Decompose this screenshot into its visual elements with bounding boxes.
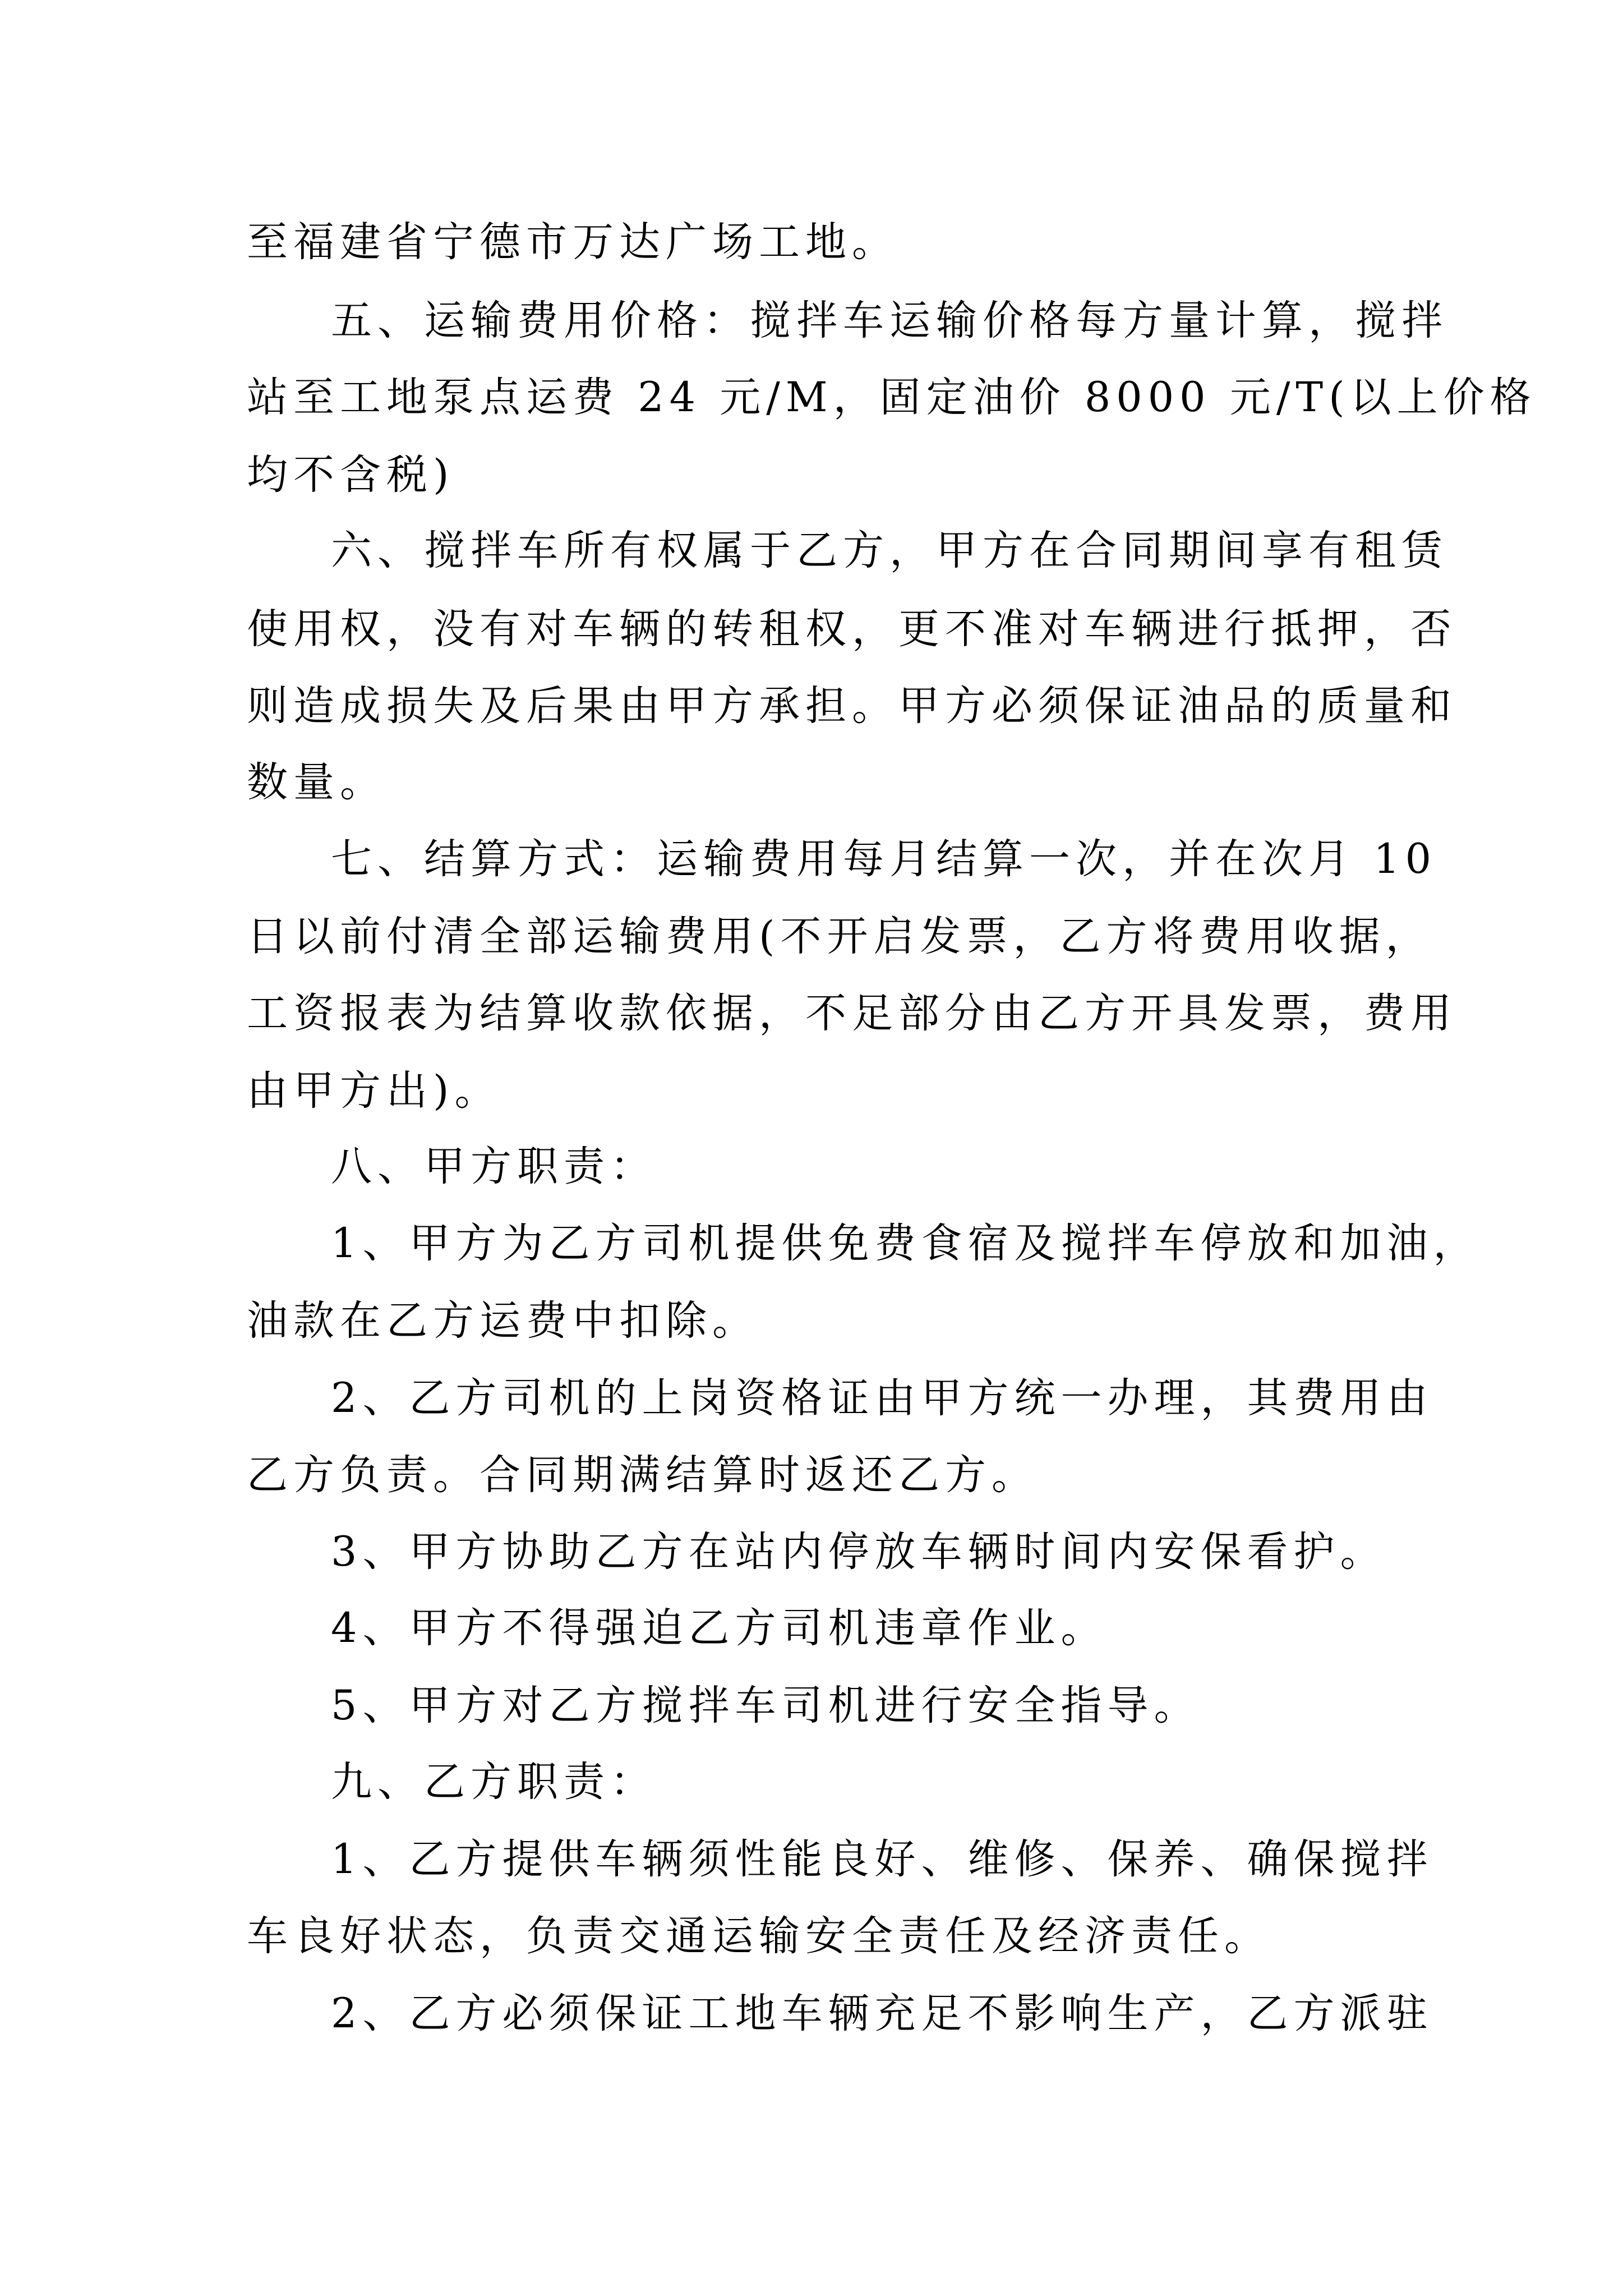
text-line: 则造成损失及后果由甲方承担。甲方必须保证油品的质量和 <box>247 682 1457 730</box>
text-line: 2、乙方司机的上岗资格证由甲方统一办理，其费用由 <box>331 1374 1433 1422</box>
text-line: 日以前付清全部运输费用(不开启发票，乙方将费用收据， <box>247 913 1432 960</box>
text-line: 六、搅拌车所有权属于乙方，甲方在合同期间享有租赁 <box>331 527 1448 574</box>
text-line: 1、乙方提供车辆须性能良好、维修、保养、确保搅拌 <box>331 1835 1433 1883</box>
text-line: 车良好状态，负责交通运输安全责任及经济责任。 <box>247 1912 1271 1960</box>
text-line: 油款在乙方运费中扣除。 <box>247 1297 759 1345</box>
text-line: 至福建省宁德市万达广场工地。 <box>247 218 898 266</box>
text-line: 2、乙方必须保证工地车辆充足不影响生产，乙方派驻 <box>331 1990 1433 2037</box>
text-line: 工资报表为结算收款依据，不足部分由乙方开具发票，费用 <box>247 990 1457 1037</box>
text-line: 4、甲方不得强迫乙方司机违章作业。 <box>331 1604 1108 1652</box>
text-line: 九、乙方职责： <box>331 1758 657 1806</box>
text-line: 均不含税) <box>247 451 455 499</box>
text-line: 3、甲方协助乙方在站内停放车辆时间内安保看护。 <box>331 1528 1387 1576</box>
text-line: 1、甲方为乙方司机提供免费食宿及搅拌车停放和加油， <box>331 1220 1480 1267</box>
text-line: 使用权，没有对车辆的转租权，更不准对车辆进行抵押，否 <box>247 605 1457 653</box>
text-line: 乙方负责。合同期满结算时返还乙方。 <box>247 1451 1038 1499</box>
text-line: 由甲方出)。 <box>247 1067 501 1115</box>
text-line: 5、甲方对乙方搅拌车司机进行安全指导。 <box>331 1682 1201 1729</box>
text-line: 五、运输费用价格：搅拌车运输价格每方量计算，搅拌 <box>331 297 1448 344</box>
text-line: 八、甲方职责： <box>331 1143 657 1190</box>
text-line: 七、结算方式：运输费用每月结算一次，并在次月 10 <box>331 835 1437 883</box>
text-line: 站至工地泵点运费 24 元/M，固定油价 8000 元/T(以上价格 <box>247 374 1537 421</box>
text-line: 数量。 <box>247 758 386 806</box>
